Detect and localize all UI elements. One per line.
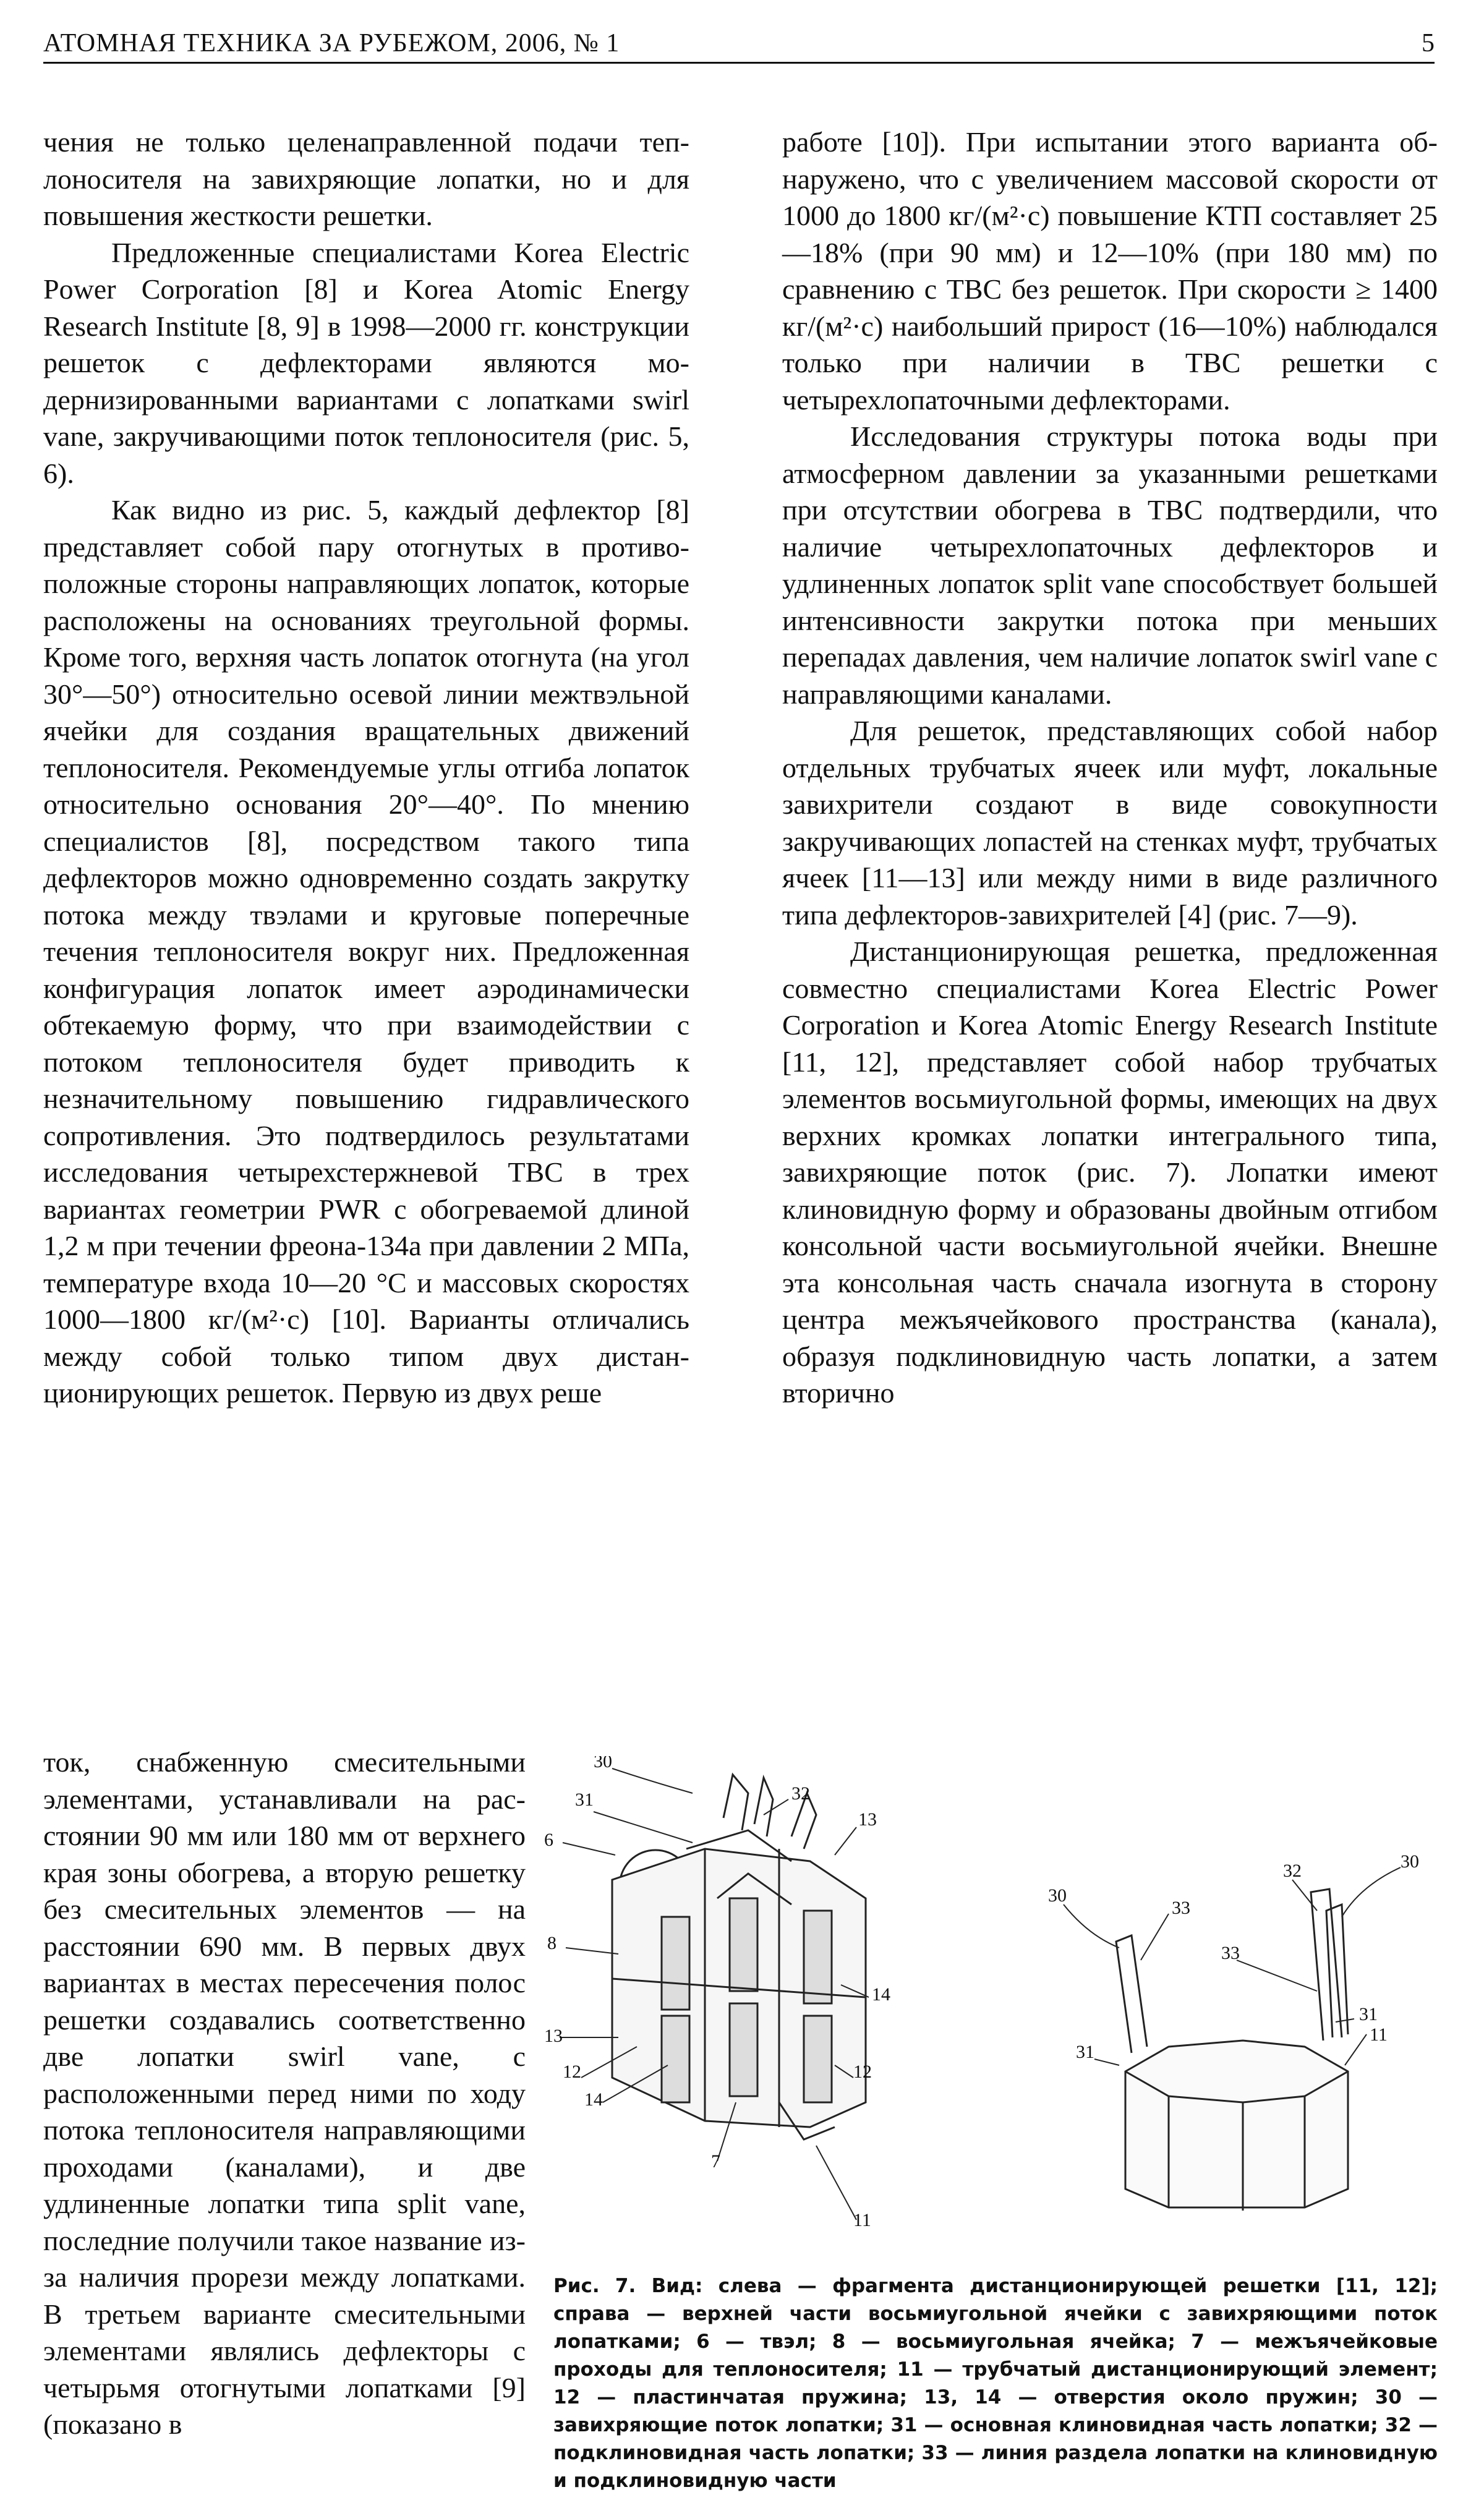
paragraph-grid-variants: ток, снабженную смесительными элементами, устанавливали на расстоянии 90 мм или 180 мм от верхнего края зоны обогрева, а вторую решетку без смесительных элементов — на расстоянии 690 мм. В первых двух вариантах в местах пересечения полос решетки создавались соответственно две лопатки swirl vane, с расположенными перед ними по ходу потока теплоносителя направляющими проходами (каналами), и две удлиненные лопатки типа split vane, последние получили такое название из-за наличия прорези между лопатками. В третьем варианте смесительными элементами являлись дефлекторы с четырьмя отогнутыми лопатками [9] (показано в [43,1746,526,2440]
paragraph-continued: чения не только целенаправленной подачи теплоносителя на завихряющие лопатки, но и для повышения жесткости решетки. [43,126,689,231]
octagonal-cell-illustration [1116,1889,1348,2211]
svg-text:32: 32 [1283,1861,1302,1881]
svg-text:33: 33 [1172,1898,1190,1918]
page-header [43,25,1435,64]
right-column [782,124,1438,1412]
right-labels [1048,1851,1419,2062]
svg-text:14: 14 [872,1984,890,2005]
svg-text:30: 30 [1048,1885,1067,1906]
svg-text:31: 31 [1359,2004,1378,2024]
svg-text:30: 30 [594,1756,612,1772]
svg-text:33: 33 [1221,1943,1240,1963]
paragraph-octagonal-grid: Дистанционирующая решетка, предложенная совместно специалистами Korea Electric Power Corporation и Korea Atomic Energy Research Institute [11, 12], представляет собой набор трубчатых элементов восьмиугольной формы, имеющих на двух верхних кромках лопатки интегрального типа, завихряющие поток (рис. 7). Лопатки имеют клиновидную форму и образованы двойным отгибом консольной части восьмиугольной ячейки. Внешне эта консольная часть сначала изогнута в сторону центра межъячейкового пространства (канала), образуя подклиновидную часть лопатки, а затем вторично [782,936,1438,1409]
left-column [43,124,689,1412]
figure-7-caption: Рис. 7. Вид: слева — фрагмента дистанционирующей решетки [11, 12]; справа — верхней части восьмиугольной ячейки с завихряющими поток лопатками; 6 — твэл; 8 — восьмиугольная ячейка; 7 — межъячейковые проходы для теплоносителя; 11 — трубчатый дистанционирующий элемент; 12 — пластинчатая пружина; 13, 14 — отверстия около пружин; 30 — завихряющие поток лопатки; 31 — основная клиновидная часть лопатки; 32 — подклиновидная часть лопатки; 33 — линия раздела лопатки на клиновидную и подклиновидную части [553,2275,1438,2492]
page-number: 5 [1422,29,1435,58]
svg-text:31: 31 [575,1789,594,1810]
svg-text:8: 8 [547,1933,556,1953]
svg-text:13: 13 [544,2026,563,2046]
paragraph-tubular-cells: Для решеток, представляющих собой набор отдельных трубчатых ячеек или муфт, локальные завихрители создают в виде совокупности закручивающих лопастей на стенках муфт, трубчатых ячеек [11—13] или между ними в виде различного типа дефлекторов-завихрителей [4] (рис. 7—9). [782,715,1438,931]
svg-text:32: 32 [791,1783,810,1804]
svg-text:11: 11 [1370,2024,1388,2045]
svg-text:11: 11 [853,2210,871,2230]
paragraph-deflector-description: Как видно из рис. 5, каждый дефлектор [8] представляет собой пару отогнутых в противоположные стороны направляющих лопаток, которые расположены на основаниях треугольной формы. Кроме того, верхняя часть лопаток отогнута (на угол 30°—50°) относительно осевой линии межтвэльной ячейки для создания вращательных движений теплоносителя. Рекомендуемые углы отгиба лопаток относительно основания 20°—40°. По мнению специалистов [8], посредством такого типа дефлекторов можно одновременно создать закрутку потока между твэлами и круговые поперечные течения теплоносителя вокруг них. Предложенная конфигурация лопаток имеет аэродинамически обтекаемую форму, что при взаимодействии с потоком теплоносителя будет приводить к незначительному повышению гидравлического сопротивления. Это подтвердилось результатами исследования четырехстержневой ТВС в трех вариантах геометрии PWR с обогреваемой длиной 1,2 м при течении фреона-134а при давлении 2 МПа, температуре входа 10—20 °С и массовых скоростях 1000—1800 кг/(м²·с) [10]. Варианты отличались между собой только типом двух дистанционирующих решеток. Первую из двух реше [43,494,689,1409]
paragraph-korea-proposals: Предложенные специалистами Korea Electric Power Corporation [8] и Korea Atomic Energy Research Institute [8, 9] в 1998—2000 гг. конструкции решеток с дефлекторами являются модернизированными вариантами с лопатками swirl vane, закручивающими поток теплоносителя (рис. 5, 6). [43,236,689,489]
svg-text:30: 30 [1401,1851,1419,1872]
paragraph-flow-structure: Исследования структуры потока воды при атмосферном давлении за указанными решетками при отсутствии обогрева в ТВС подтвердили, что наличие четырехлопаточных дефлекторов и удлиненных лопаток split vane способствует большей интенсивности закрутки потока при меньших перепадах давления, чем наличие лопаток swirl vane с направляющими каналами. [782,420,1438,710]
svg-text:12: 12 [853,2062,872,2082]
paragraph-test-results: работе [10]). При испытании этого варианта обнаружено, что с увеличением массовой скорости от 1000 до 1800 кг/(м²·с) повышение КТП составляет 25—18% (при 90 мм) и 12—10% (при 180 мм) по сравнению с ТВС без решеток. При скорости ≥ 1400 кг/(м²·с) наибольший прирост (16—10%) наблюдался только при наличии в ТВС решетки с четырехлопаточными дефлекторами. [782,126,1438,416]
figure-7-drawing [544,1756,1441,2263]
figure-7 [544,1756,1441,2263]
right-leader-lines [1064,1867,1401,2065]
journal-title: АТОМНАЯ ТЕХНИКА ЗА РУБЕЖОМ, 2006, № 1 [43,29,620,58]
svg-text:6: 6 [544,1830,553,1850]
svg-text:12: 12 [563,2062,581,2082]
svg-text:14: 14 [584,2089,603,2110]
svg-text:13: 13 [858,1809,877,1830]
svg-text:7: 7 [711,2151,720,2172]
svg-text:31: 31 [1076,2042,1094,2062]
